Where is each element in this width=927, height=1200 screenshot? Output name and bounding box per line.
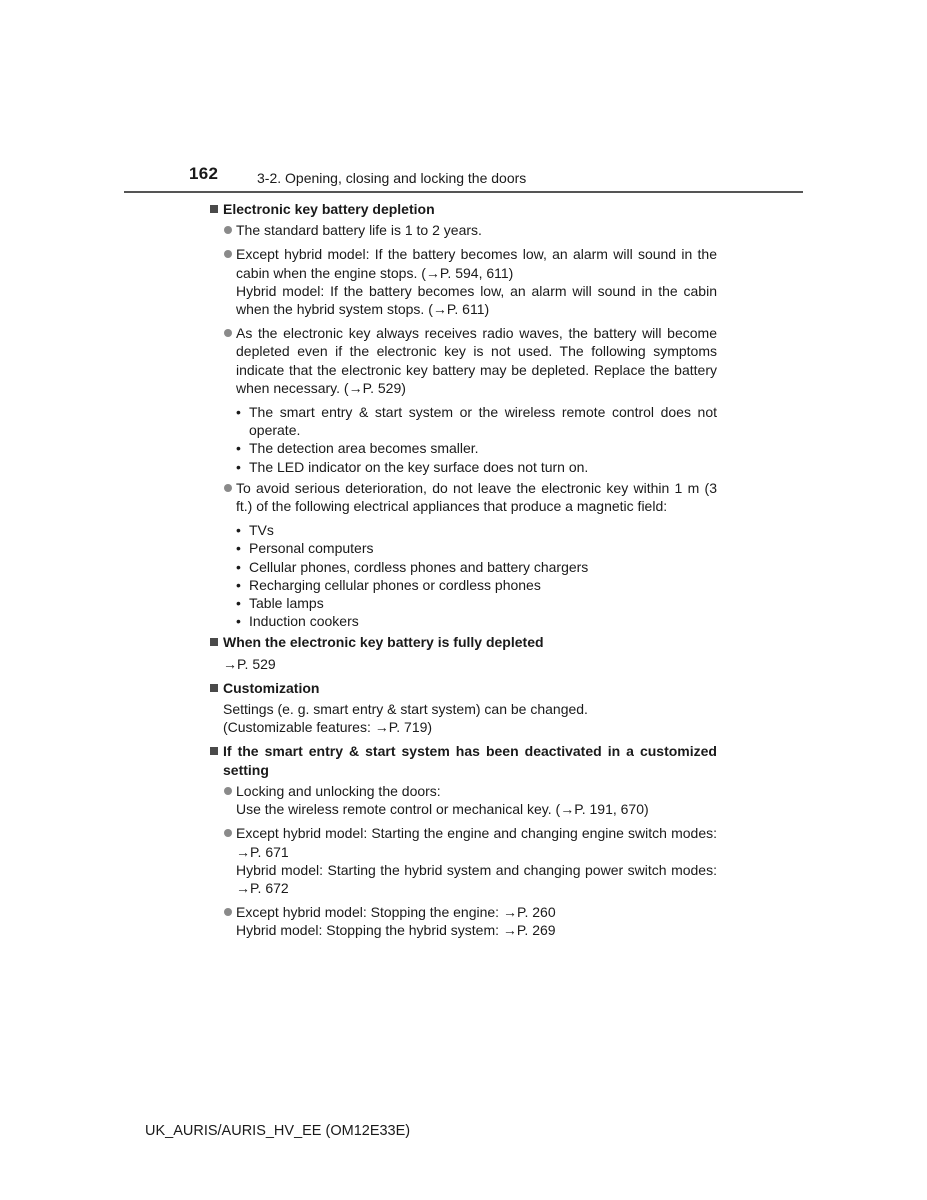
sub-list-item: • Cellular phones, cordless phones and battery chargers xyxy=(236,558,589,575)
sub-list-item: • Personal computers xyxy=(236,540,374,557)
heading-deactivated: If the smart entry & start system has been deactivated in a customized setting xyxy=(210,742,717,778)
document-code-footer: UK_AURIS/AURIS_HV_EE (OM12E33E) xyxy=(145,1123,411,1139)
heading-customization: Customization xyxy=(210,679,717,697)
list-item: Except hybrid model: If the battery becomes low, an alarm will sound in the cabin when the engine stops. (→P. 594, 611) Hybrid model: If the battery becomes low, an alarm will sound in the cabin when the hybrid system stops. (→P. 611) xyxy=(210,245,717,318)
sub-list-item: • The LED indicator on the key surface does not turn on. xyxy=(236,458,589,475)
page-reference: →P. 529 xyxy=(223,655,276,672)
list-item: Except hybrid model: Starting the engine and changing engine switch modes: →P. 671 Hybrid model: Starting the hybrid system and changing power switch modes: →P. 672 xyxy=(210,824,717,897)
heading-battery-depletion: Electronic key battery depletion xyxy=(210,200,717,218)
customization-text: Settings (e. g. smart entry & start system) can be changed. (Customizable features: →P. 719) xyxy=(223,701,588,736)
round-bullet-icon xyxy=(224,329,232,337)
sub-list-item: • Table lamps xyxy=(236,595,324,612)
small-bullet-icon: • xyxy=(236,522,241,539)
square-bullet-icon xyxy=(210,684,218,692)
small-bullet-icon: • xyxy=(236,458,241,475)
list-item: The standard battery life is 1 to 2 years. xyxy=(210,221,717,239)
appliance-list xyxy=(210,521,717,630)
round-bullet-icon xyxy=(224,908,232,916)
small-bullet-icon: • xyxy=(236,404,241,421)
list-item: Except hybrid model: Stopping the engine: →P. 260 Hybrid model: Stopping the hybrid system: →P. 269 xyxy=(210,903,717,939)
round-bullet-icon xyxy=(224,484,232,492)
symptom-list xyxy=(210,403,717,476)
square-bullet-icon xyxy=(210,747,218,755)
small-bullet-icon: • xyxy=(236,558,241,575)
sub-list-item: • Recharging cellular phones or cordless phones xyxy=(236,576,541,593)
list-item: To avoid serious deterioration, do not leave the electronic key within 1 m (3 ft.) of the following electrical appliances that produce a magnetic field: xyxy=(210,479,717,515)
section-title: 3-2. Opening, closing and locking the doors xyxy=(257,170,527,186)
square-bullet-icon xyxy=(210,638,218,646)
small-bullet-icon: • xyxy=(236,613,241,630)
sub-list-item: • Induction cookers xyxy=(236,613,359,630)
list-item: Locking and unlocking the doors: Use the wireless remote control or mechanical key. (→P. 191, 670) xyxy=(210,782,717,818)
sub-list-item: • The smart entry & start system or the wireless remote control does not operate. xyxy=(236,404,717,439)
sub-list-item: • TVs xyxy=(236,522,274,539)
square-bullet-icon xyxy=(210,205,218,213)
small-bullet-icon: • xyxy=(236,595,241,612)
small-bullet-icon: • xyxy=(236,576,241,593)
sub-list-item: • The detection area becomes smaller. xyxy=(236,440,479,457)
round-bullet-icon xyxy=(224,829,232,837)
page-number: 162 xyxy=(189,164,219,183)
header-divider xyxy=(124,191,803,193)
heading-fully-depleted: When the electronic key battery is fully depleted xyxy=(210,633,717,651)
round-bullet-icon xyxy=(224,250,232,258)
list-item: As the electronic key always receives radio waves, the battery will become depleted even if the electronic key is not used. The following symptoms indicate that the electronic key battery may be depleted. Replace the battery when necessary. (→P. 529) xyxy=(210,324,717,397)
page-content xyxy=(210,200,717,940)
round-bullet-icon xyxy=(224,226,232,234)
small-bullet-icon: • xyxy=(236,440,241,457)
small-bullet-icon: • xyxy=(236,540,241,557)
round-bullet-icon xyxy=(224,787,232,795)
